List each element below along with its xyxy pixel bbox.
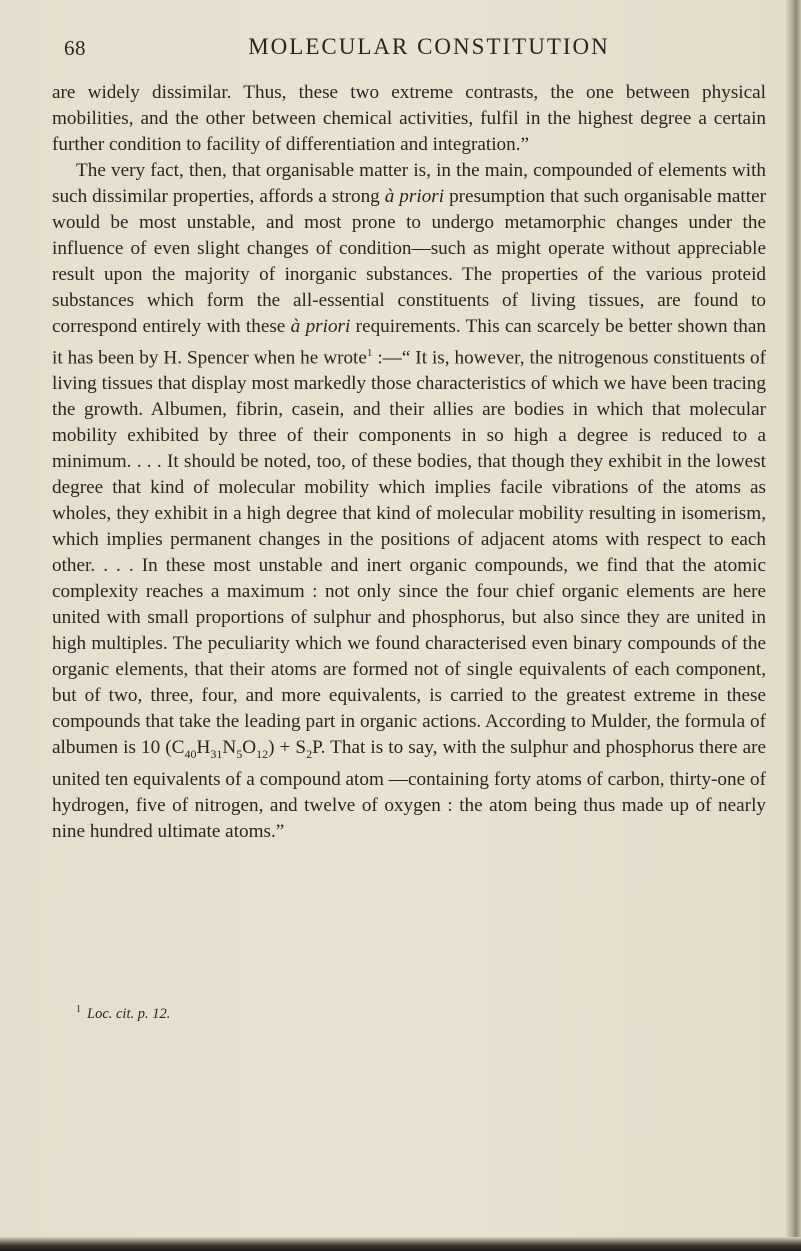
italic-a-priori: à priori bbox=[384, 186, 445, 207]
paragraph-2: The very fact, then, that organisable matter is, in the main, compounded of elements with such dissimilar properties, affords a strong à priori presumption that such organisable matter would be most unstable, and most prone to undergo metamorphic changes under the influence of even slight changes of condition—such as might operate without appreciable result upon the majority of inorganic substances. The properties of the various proteid substances which form the all-essential constituents of living tissues, are found to correspond entirely with these à priori requirements. This can scarcely be better shown than it has been by H. Spencer when he wrote$^1$ :—“ It is, however, the nitrogenous constituents of living tissues that display most markedly those characteristics of which we have been tracing the growth. Albumen, fibrin, casein, and their allies are bodies in which that molecular mobility exhibited by three of their components in so high a degree is reduced to a minimum. . . . It should be noted, too, of these bodies, that though they exhibit in the lowest degree that kind of molecular mobility which implies facile vibrations of the atoms as wholes, they exhibit in a high degree that kind of molecular mobility resulting in isomerism, which implies permanent changes in the positions of adjacent atoms with respect to each other. . . . In these most unstable and inert organic compounds, we find that the atomic complexity reaches a maximum : not only since the four chief organic elements are here united with small proportions of sulphur and phosphorus, but also since they are united in high multiples. The peculiarity which we found characterised even binary compounds of the organic elements, that their atoms are formed not of single equivalents of each component, but of two, three, four, and more equivalents, is carried to the greatest extreme in these compounds that take the leading part in organic actions. According to Mulder, the formula of albumen is 10 $(C_{40}H_{31}N_5O_{12}) + S_2P$. That is to say, with the sulphur and phosphorus there are united ten equivalents of a compound atom —containing forty atoms of carbon, thirty-one of hydrogen, five of nitrogen, and twelve of oxygen : the atom being thus made up of nearly nine hundred ultimate atoms.” bbox=[52, 160, 767, 843]
footnote-reference[interactable]: 1 bbox=[366, 347, 373, 359]
page-edge-shadow bbox=[785, 0, 801, 1251]
footnote-text: Loc. cit. p. 12. bbox=[87, 1005, 171, 1022]
paragraph-1: are widely dissimilar. Thus, these two extreme contrasts, the one between physical mobilities, and the other between chemical activities, fulfil in the highest degree a certain further condition to facility of differentiation and integration.” bbox=[52, 82, 766, 155]
italic-a-priori: à priori bbox=[290, 316, 351, 337]
page-number: 68 bbox=[64, 36, 86, 60]
body-text bbox=[52, 80, 766, 845]
running-head bbox=[64, 34, 754, 64]
running-head-title: MOLECULAR CONSTITUTION bbox=[248, 34, 610, 59]
footnote bbox=[76, 1000, 170, 1024]
page-bottom-edge bbox=[0, 1237, 801, 1251]
footnote-mark: 1 bbox=[76, 1004, 81, 1015]
albumen-formula: 10 $(C_{40}H_{31}N_5O_{12}) + S_2P$. bbox=[141, 737, 326, 762]
